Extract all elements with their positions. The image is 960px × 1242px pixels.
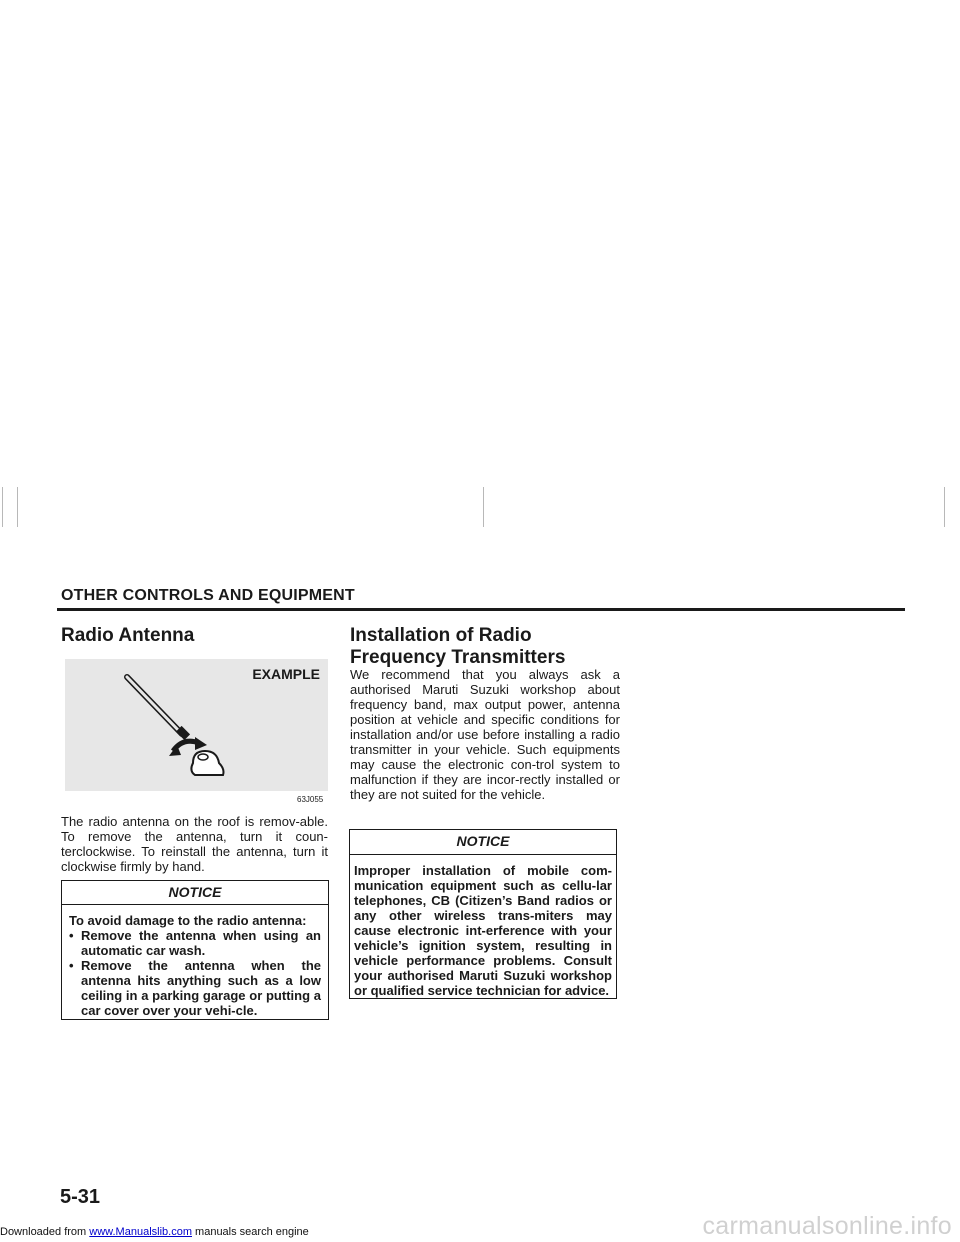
notice-title: NOTICE: [350, 830, 616, 855]
crop-mark: [17, 487, 18, 527]
notice-item: • Remove the antenna when using an automatic car wash.: [69, 928, 321, 958]
crop-mark: [2, 487, 3, 527]
figure-code: 63J055: [297, 795, 324, 804]
title-line-2: Frequency Transmitters: [350, 647, 566, 668]
manualslib-link[interactable]: www.Manualslib.com: [89, 1226, 192, 1238]
header-rule: [57, 608, 905, 611]
notice-body: [62, 905, 328, 1018]
notice-intro: To avoid damage to the radio antenna:: [69, 913, 307, 928]
notice-item: • Remove the antenna when the antenna hits anything such as a low ceiling in a parking garage or putting a car cover over your vehi-cle.: [69, 958, 321, 1018]
radio-transmitters-text: We recommend that you always ask a authorised Maruti Suzuki workshop about frequency band, max output power, antenna position at vehicle and specific conditions for installation and/or use before installing a radio transmitter in your vehicle. Such equipments may cause the electronic con-trol system to malfunction if they are incor-rectly installed or they are not suited for the vehicle.: [350, 667, 620, 802]
crop-mark: [944, 487, 945, 527]
example-label: EXAMPLE: [252, 666, 320, 682]
crop-mark: [483, 487, 484, 527]
notice-box-antenna: [61, 880, 329, 1020]
download-footer: [0, 1226, 309, 1238]
radio-transmitters-title: [350, 625, 565, 669]
radio-antenna-text: The radio antenna on the roof is remov-able. To remove the antenna, turn it coun-terclockwise. To reinstall the antenna, turn it clockwise firmly by hand.: [61, 814, 328, 874]
footer-suffix: manuals search engine: [191, 1226, 309, 1238]
notice-title: NOTICE: [62, 881, 328, 905]
watermark: carmanualsonline.info: [702, 1212, 952, 1240]
notice-body: Improper installation of mobile com-munication equipment such as cellu-lar telephones, CB (Citizen’s Band radios or any other wireless trans-miters may cause electronic int-erference with your vehicle’s ignition system, resulting in vehicle performance problems. Consult your authorised Maruti Suzuki workshop or qualified service technician for advice.: [354, 863, 612, 998]
section-header: OTHER CONTROLS AND EQUIPMENT: [61, 587, 355, 604]
notice-box-transmitters: [349, 829, 617, 999]
radio-antenna-title: Radio Antenna: [61, 625, 195, 646]
antenna-illustration: [65, 659, 328, 791]
title-line-1: Installation of Radio: [350, 625, 532, 646]
notice-list: [69, 928, 321, 1018]
footer-prefix: Downloaded from: [0, 1226, 90, 1238]
page-number: 5-31: [60, 1186, 101, 1208]
